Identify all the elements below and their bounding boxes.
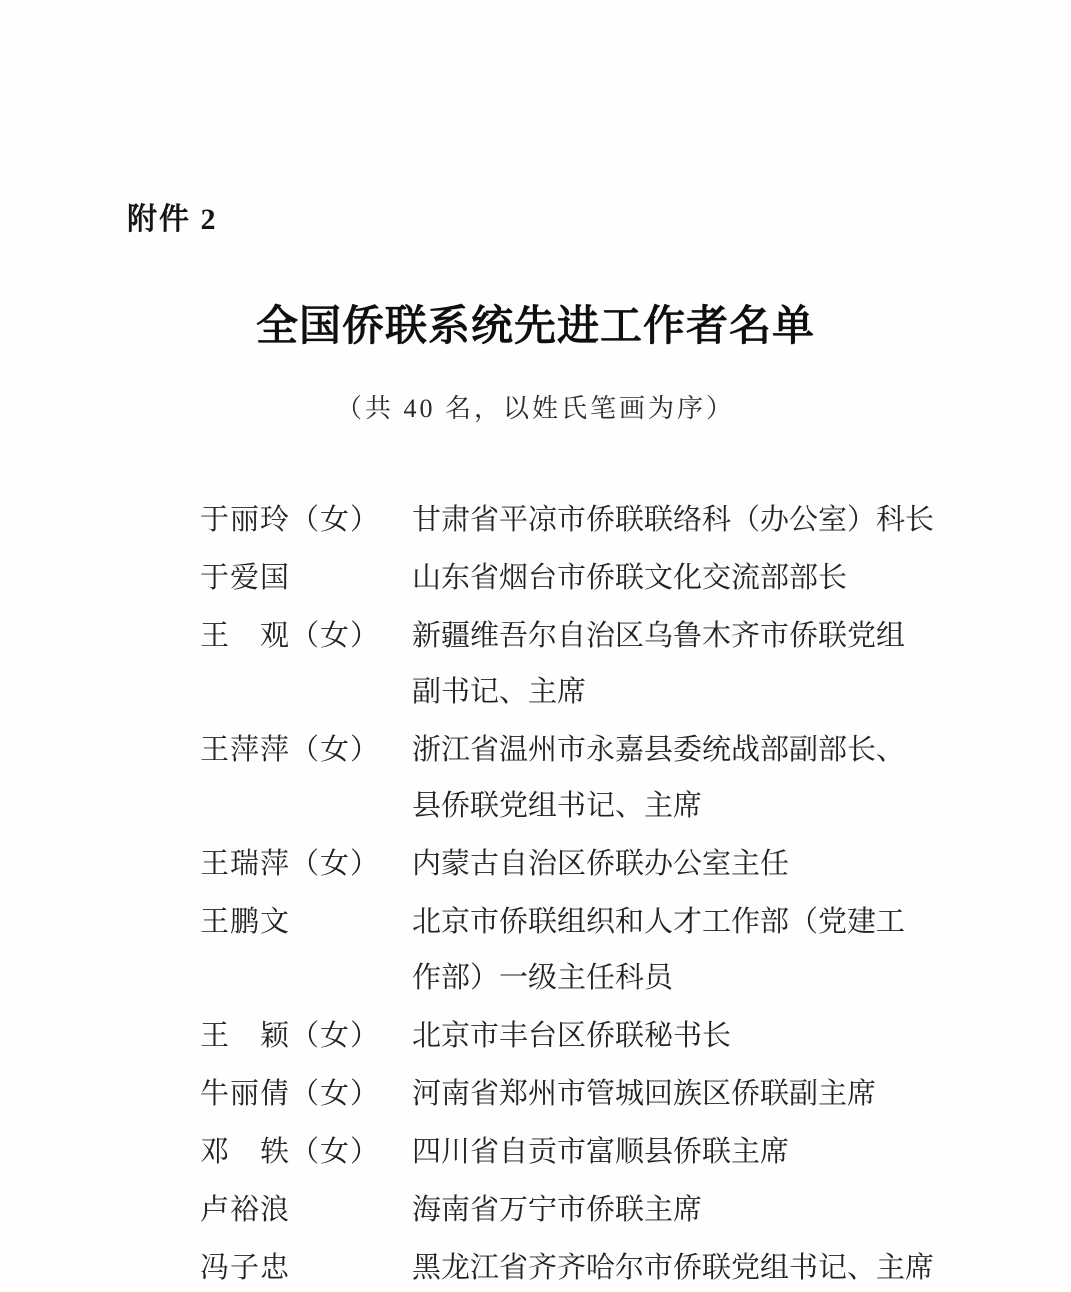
list-row (200, 1182, 945, 1238)
worker-position-line: 甘肃省平凉市侨联联络科（办公室）科长 (412, 504, 935, 536)
worker-position-line: 内蒙古自治区侨联办公室主任 (412, 848, 790, 880)
worker-position-line: 北京市丰台区侨联秘书长 (412, 1020, 732, 1052)
worker-position (412, 894, 945, 1006)
worker-position (412, 1124, 945, 1180)
worker-name: 王 颖（女） (200, 1020, 381, 1052)
worker-position-line: 山东省烟台市侨联文化交流部部长 (412, 562, 848, 594)
worker-position (412, 492, 945, 548)
list-row (200, 1066, 945, 1122)
worker-position-line: 海南省万宁市侨联主席 (412, 1194, 703, 1226)
attachment-label: 附件 2 (127, 203, 218, 236)
list-row (200, 608, 945, 720)
list-row (200, 1240, 945, 1292)
worker-position (412, 1240, 945, 1292)
worker-name: 于丽玲（女） (200, 504, 381, 536)
list-row (200, 550, 945, 606)
worker-position-line: 黑龙江省齐齐哈尔市侨联党组书记、主席 (412, 1252, 935, 1284)
worker-name: 冯子忠 (200, 1252, 291, 1284)
worker-position (412, 608, 945, 720)
worker-position (412, 722, 945, 834)
worker-list (200, 492, 945, 1292)
worker-position (412, 1182, 945, 1238)
worker-name: 牛丽倩（女） (200, 1078, 381, 1110)
worker-position-line: 副书记、主席 (412, 676, 587, 708)
list-row (200, 722, 945, 834)
list-row (200, 492, 945, 548)
worker-position (412, 550, 945, 606)
worker-position-line: 河南省郑州市管城回族区侨联副主席 (412, 1078, 877, 1110)
list-row (200, 894, 945, 1006)
list-row (200, 1124, 945, 1180)
worker-position-line: 浙江省温州市永嘉县委统战部副部长、 (412, 734, 906, 766)
worker-position-line: 北京市侨联组织和人才工作部（党建工 (412, 906, 906, 938)
worker-name: 王鹏文 (200, 906, 291, 938)
list-row (200, 836, 945, 892)
worker-position (412, 1066, 945, 1122)
worker-name: 王 观（女） (200, 620, 381, 652)
page-subtitle: （共 40 名，以姓氏笔画为序） (335, 394, 735, 423)
worker-position (412, 836, 945, 892)
worker-position-line: 四川省自贡市富顺县侨联主席 (412, 1136, 790, 1168)
worker-position (412, 1008, 945, 1064)
worker-name: 邓 轶（女） (200, 1136, 381, 1168)
worker-name: 于爱国 (200, 562, 291, 594)
worker-position-line: 作部）一级主任科员 (412, 962, 674, 994)
worker-name: 卢裕浪 (200, 1194, 291, 1226)
worker-position-line: 县侨联党组书记、主席 (412, 790, 703, 822)
worker-name: 王瑞萍（女） (200, 848, 381, 880)
worker-name: 王萍萍（女） (200, 734, 381, 766)
worker-position-line: 新疆维吾尔自治区乌鲁木齐市侨联党组 (412, 620, 906, 652)
list-row (200, 1008, 945, 1064)
page-title: 全国侨联系统先进工作者名单 (255, 304, 815, 350)
